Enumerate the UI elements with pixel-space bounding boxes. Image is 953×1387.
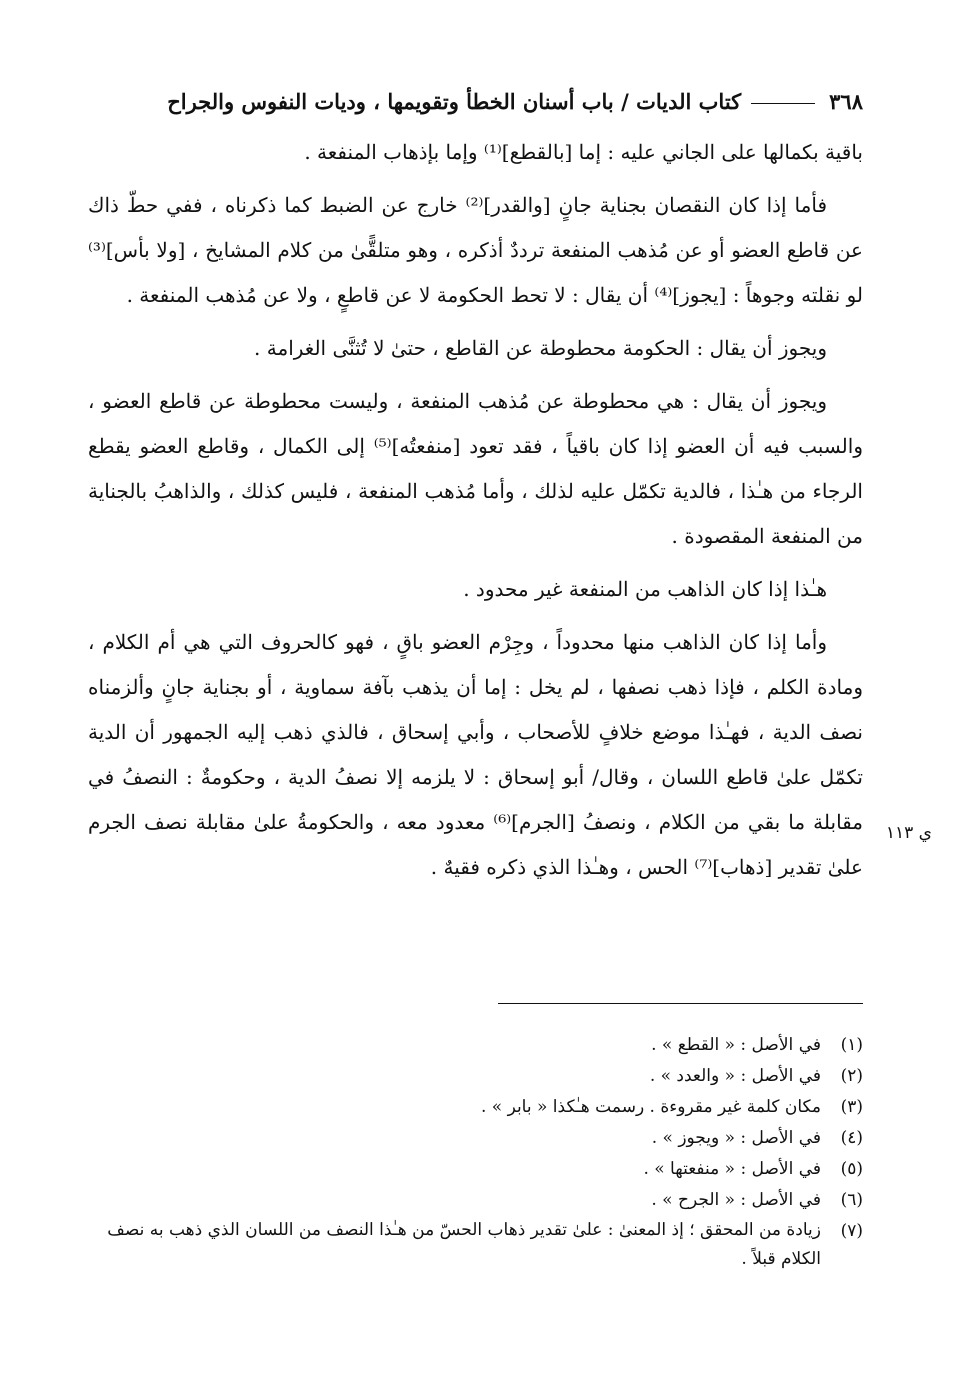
footnote-number: (٧) [840,1221,863,1241]
paragraph: ويجوز أن يقال : الحكومة محطوطة عن القاطع ، حتىٰ لا تُثنَّى الغرامة . [254,336,827,360]
footnote-text: في الأصل : « القطع » . [651,1035,821,1055]
footnote-number: (٦) [840,1190,863,1210]
page-number: ٣٦٨ [829,88,863,114]
footnote [88,1185,863,1216]
paragraph: ويجوز أن يقال : هي محطوطة عن مُذهب المنفعة ، وليست محطوطة عن قاطع العضو ، والسبب فيه أن العضو إذا كان باقياً ، فقد تعود [منفعتُه]⁽⁵⁾ إلى الكمال ، وقاطع العضو يقطع الرجاء من هـٰذا ، فالدية تكمّل عليه لذلك ، وأما مُذهب المنفعة ، فليس كذلك ، والذاهبُ بالجناية من المنفعة المقصودة . [88,389,863,548]
paragraph: فأما إذا كان النقصان بجناية جانٍ [والقدر]⁽²⁾ خارج عن الضبط كما ذكرناه ، ففي حطّ ذاك عن قاطع العضو أو عن مُذهب المنفعة ترددٌ أذكره ، وهو متلقًّىٰ من كلام المشايخ ، [ولا بأس]⁽³⁾ لو نقلته وجوهاً : [يجوز]⁽⁴⁾ أن يقال : لا تحط الحكومة لا عن قاطعٍ ، ولا عن مُذهب المنفعة . [88,193,863,307]
footnote-number: (٢) [840,1066,863,1086]
paragraph: وأما إذا كان الذاهب منها محدوداً ، وجِرْم العضو باقٍ ، فهو كالحروف التي هي أم الكلام ، ومادة الكلم ، فإذا ذهب نصفها ، لم يخل : إما أن يذهب بآفة سماوية ، أو بجناية جانٍ وألزمناه نصف الدية ، فهـٰذا موضع خلافٍ للأصحاب ، وأبي إسحاق ، فالذي ذهب إليه الجمهور أن الدية تكمّل علىٰ قاطع اللسان ، وقال/ أبو إسحاق : لا يلزمه إلا نصفُ الدية ، وحكومةٌ : النصفُ في مقابلة ما بقي من الكلام ، ونصفُ [الجرم]⁽⁶⁾ معدود معه ، والحكومةُ علىٰ مقابلة نصف الجرم علىٰ تقدير [ذهاب]⁽⁷⁾ الحس ، وهـٰذا الذي ذكره فقيهٌ . [88,630,863,879]
footnote [88,1092,863,1123]
footnote-number: (٥) [840,1159,863,1179]
header-rule [751,103,815,104]
footnotes [88,1030,863,1274]
paragraph: هـٰذا إذا كان الذاهب من المنفعة غير محدود . [463,577,827,601]
footnote-text: في الأصل : « منفعتها » . [643,1159,821,1179]
footnote [88,1061,863,1092]
footnote-number: (١) [840,1035,863,1055]
footnote-text: مكان كلمة غير مقروءة . رسمت هـٰكذا « بابر » . [480,1097,821,1117]
footnote-text: في الأصل : « الجرح » . [651,1190,821,1210]
footnote [88,1123,863,1154]
manuscript-folio-note: ي ١١٣ [885,823,932,843]
footnote [88,1154,863,1185]
footnote-number: (٤) [840,1128,863,1148]
footnote-divider [498,1003,863,1004]
footnote-text: في الأصل : « والعدد » . [649,1066,821,1086]
footnote-text: زيادة من المحقق ؛ إذ المعنىٰ : علىٰ تقدير ذهاب الحسّ من هـٰذا النصف من اللسان الذي ذهب به نصف الكلام قبلاً . [107,1220,821,1269]
main-text [88,130,863,890]
footnote-number: (٣) [840,1097,863,1117]
page-header [88,84,863,118]
footnote [88,1216,863,1274]
paragraph: باقية بكمالها على الجاني عليه : إما [بالقطع]⁽¹⁾ وإما بإذهاب المنفعة . [304,140,863,164]
footnote [88,1030,863,1061]
running-title: كتاب الديات / باب أسنان الخطأ وتقويمها ، وديات النفوس والجراح [167,88,742,114]
footnote-text: في الأصل : « ويجوز » . [651,1128,821,1148]
